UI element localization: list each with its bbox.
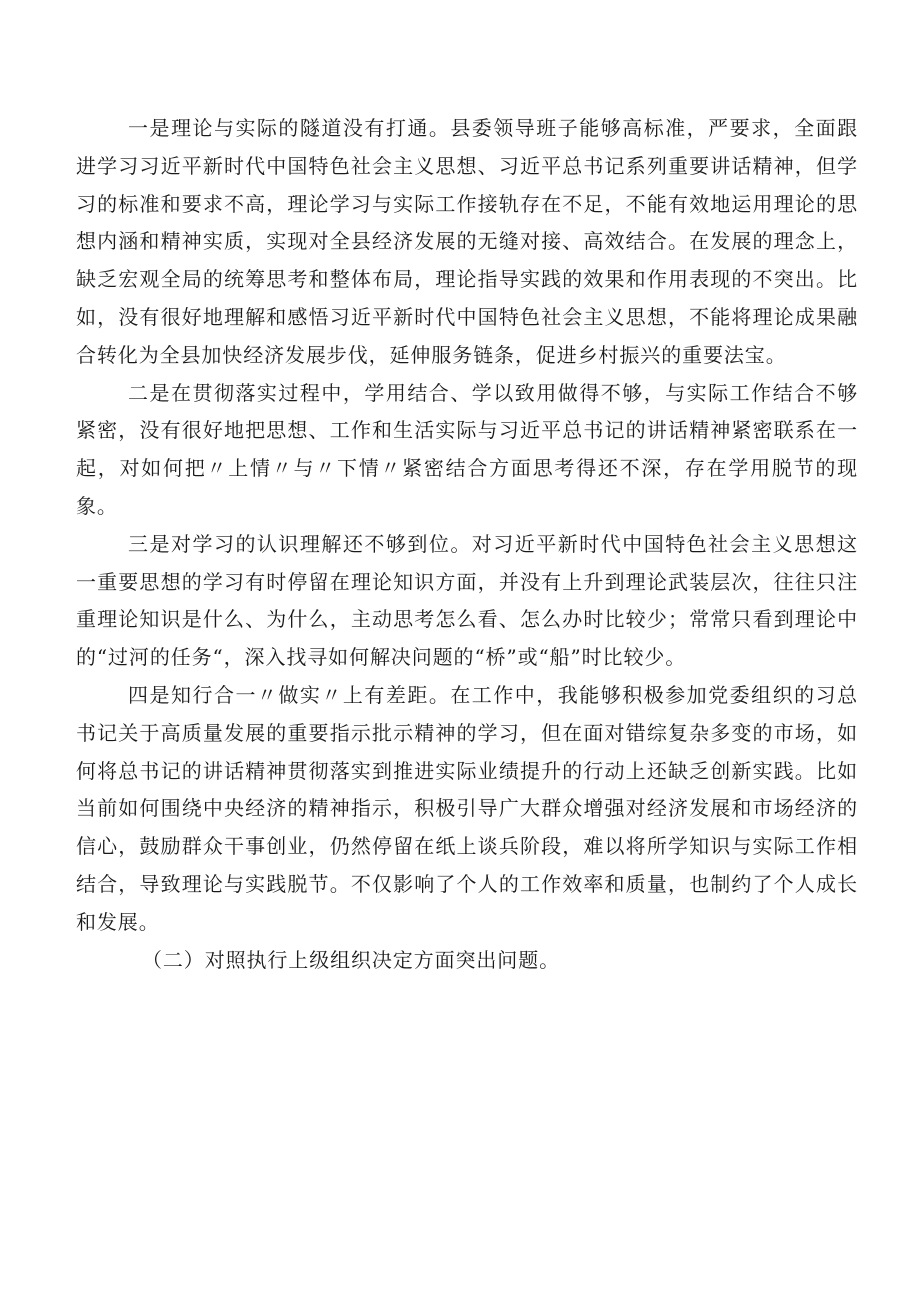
section-heading: （二）对照执行上级组织决定方面突出问题。 bbox=[142, 947, 560, 972]
paragraph-2: 二是在贯彻落实过程中，学用结合、学以致用做得不够，与实际工作结合不够紧密，没有很好地把思想、工作和生活实际与习近平总书记的讲话精神紧密联系在一起，对如何把〃上情〃与〃下情〃紧密结合方面思考得还不深，存在学用脱节的现象。 bbox=[76, 380, 858, 518]
paragraph-4: 四是知行合一〃做实〃上有差距。在工作中，我能够积极参加党委组织的习总书记关于高质量发展的重要指示批示精神的学习，但在面对错综复杂多变的市场，如何将总书记的讲话精神贯彻落实到推进实际业绩提升的行动上还缺乏创新实践。比如当前如何围绕中央经济的精神指示，积极引导广大群众增强对经济发展和市场经济的信心，鼓励群众干事创业，仍然停留在纸上谈兵阶段，难以将所学知识与实际工作相结合，导致理论与实践脱节。不仅影响了个人的工作效率和质量，也制约了个人成长和发展。 bbox=[76, 682, 858, 934]
paragraph-3: 三是对学习的认识理解还不够到位。对习近平新时代中国特色社会主义思想这一重要思想的学习有时停留在理论知识方面，并没有上升到理论武装层次，往往只注重理论知识是什么、为什么，主动思考怎么看、怎么办时比较少；常常只看到理论中的“过河的任务“，深入找寻如何解决问题的“桥”或“船”时比较少。 bbox=[76, 531, 858, 670]
paragraph-1: 一是理论与实际的隧道没有打通。县委领导班子能够高标准，严要求，全面跟进学习习近平新时代中国特色社会主义思想、习近平总书记系列重要讲话精神，但学习的标准和要求不高，理论学习与实际工作接轨存在不足，不能有效地运用理论的思想内涵和精神实质，实现对全县经济发展的无缝对接、高效结合。在发展的理念上，缺乏宏观全局的统筹思考和整体布局，理论指导实践的效果和作用表现的不突出。比如，没有很好地理解和感悟习近平新时代中国特色社会主义思想，不能将理论成果融合转化为全县加快经济发展步伐，延伸服务链条，促进乡村振兴的重要法宝。 bbox=[76, 116, 858, 367]
